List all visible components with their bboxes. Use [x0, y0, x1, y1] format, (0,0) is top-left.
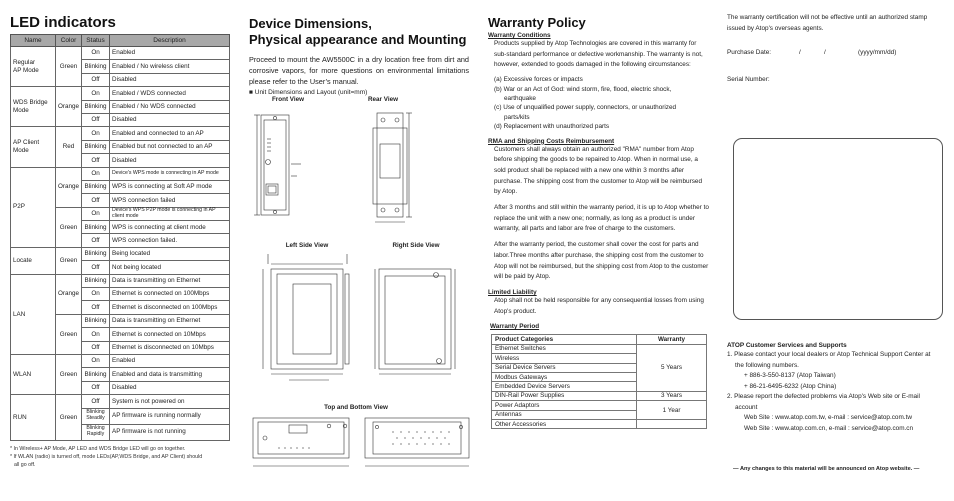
led-status: Off: [82, 113, 110, 126]
led-name-lan: LAN: [11, 274, 56, 354]
led-name-wds: WDS Bridge Mode: [11, 87, 56, 127]
front-view-drawing: [254, 115, 301, 215]
list-item: earthquake: [504, 94, 536, 102]
led-desc: Not being located: [110, 261, 230, 274]
table-row: Power Adaptors: [492, 401, 637, 410]
led-desc: Data is transmitting on Ethernet: [110, 274, 230, 287]
purchase-date-row: [727, 48, 947, 59]
led-desc: Ethernet is disconnected on 100Mbps: [110, 301, 230, 314]
led-color: Green: [56, 314, 82, 354]
led-status: Blinking: [82, 247, 110, 260]
led-name-locate: Locate: [11, 247, 56, 274]
led-status: Blinking: [82, 314, 110, 327]
warranty-header-category: Product Categories: [492, 335, 637, 344]
support-web-china: Web Site : www.atop.com.cn, e-mail : service@atop.com.cn: [744, 424, 914, 432]
device-intro: Proceed to mount the AW5500C in a dry location free from dirt and corrosive vapors, for more questions on environmental limitations please refer to the User’s manual.: [249, 55, 469, 86]
led-desc: Data is transmitting on Ethernet: [110, 314, 230, 327]
led-name-p2p: P2P: [11, 167, 56, 247]
led-note: * If WLAN (radio) is turned off, mode LEDs(AP,WDS Bridge, and AP Client) should: [10, 453, 203, 460]
support-item-1-cont: the following numbers.: [735, 361, 799, 369]
limited-liability-title: Limited Liability: [488, 288, 537, 296]
date-separator: /: [824, 49, 826, 56]
warranty-3-years: 3 Years: [637, 391, 707, 400]
led-name-apclient: AP Client Mode: [11, 127, 56, 167]
led-status: On: [82, 207, 110, 220]
empty-cell: [637, 419, 707, 428]
led-status: On: [82, 87, 110, 100]
dimensions-bullet: [249, 89, 469, 96]
led-desc: System is not powered on: [110, 395, 230, 408]
rma-text-1: Customers shall always obtain an authorized "RMA" number from Atop before shipping the goods to be repaired to Atop. When in normal use, a sold product shall be replaced with a new one within 3 months after purchase. The shipping cost from the customer to Atop will be reimbursed by Atop.: [494, 145, 703, 196]
warranty-1-year: 1 Year: [637, 401, 707, 420]
limited-liability-text: Atop shall not be held responsible for any consequential losses from using Atop's product.: [494, 296, 704, 315]
led-status: Blinking: [82, 368, 110, 381]
support-item-2: 2. Please report the defected problems via Atop's Web site or E-mail: [727, 393, 920, 400]
led-color: Green: [56, 247, 82, 274]
right-side-view-drawing: [375, 269, 455, 374]
vent-holes: [278, 431, 449, 448]
led-desc: Enabled and connected to an AP: [110, 127, 230, 140]
led-desc: WPS is connecting at Soft AP mode: [110, 180, 230, 193]
list-item: (d) Replacement with unauthorized parts: [494, 123, 610, 131]
led-status: Off: [82, 261, 110, 274]
serial-number-label: Serial Number:: [727, 76, 770, 83]
stamp-box: [733, 138, 943, 320]
led-color: Green: [56, 207, 82, 247]
table-row: Wireless: [492, 354, 637, 363]
table-row: Serial Device Servers: [492, 363, 637, 372]
list-item: (b) War or an Act of God: wind storm, fire, flood, electric shock,: [494, 85, 672, 93]
certification-note: The warranty certification will not be effective until an authorized stamp issued by Atop's overseas agents.: [727, 14, 928, 32]
led-desc: Enabled / No wireless client: [110, 60, 230, 73]
device-column: [249, 0, 469, 96]
rma-text-3: After the warranty period, the customer shall cover the cost for parts and labor.Three months after purchase, the shipping cost from the customer to Atop will not be reimbursed, but the shipping cost from Atop to the customer will be paid by Atop.: [494, 241, 709, 281]
led-desc: Being located: [110, 247, 230, 260]
led-color: Green: [56, 47, 82, 87]
warranty-5-years: 5 Years: [637, 344, 707, 391]
led-desc: Enabled but not connected to an AP: [110, 140, 230, 153]
led-color: Green: [56, 354, 82, 394]
led-desc: AP firmware is running normally: [110, 408, 230, 424]
led-header-status: Status: [82, 35, 110, 47]
table-row: Antennas: [492, 410, 637, 419]
support-web-taiwan: Web Site : www.atop.com.tw, e-mail : service@atop.com.tw: [744, 414, 912, 421]
list-item: (c) Use of unqualified power supply, connectors, or unauthorized: [494, 104, 677, 112]
support-phone-taiwan: + 886-3-550-8137 (Atop Taiwan): [744, 372, 836, 379]
led-status: Off: [82, 154, 110, 167]
led-status: On: [82, 354, 110, 367]
purchase-date-label: Purchase Date:: [727, 49, 772, 56]
led-desc: AP firmware is not running: [110, 424, 230, 440]
warranty-header-period: Warranty: [637, 335, 707, 344]
led-status: On: [82, 328, 110, 341]
front-view-label: Front View: [271, 96, 305, 103]
led-desc: Disabled: [110, 381, 230, 394]
led-color: Red: [56, 127, 82, 167]
footer-note: — Any changes to this material will be announced on Atop website. —: [733, 466, 920, 472]
led-table: [10, 34, 230, 441]
dimension-drawings: [249, 104, 471, 474]
led-name-wlan: WLAN: [11, 354, 56, 394]
table-row: Ethernet Switches: [492, 344, 637, 353]
rear-view-label: Rear View: [368, 96, 398, 103]
led-status: Blinking Rapidly: [82, 424, 110, 440]
led-color: Orange: [56, 167, 82, 207]
list-item: (a) Excessive forces or impacts: [494, 76, 583, 84]
bottom-view-drawing: [365, 418, 469, 466]
led-status: Off: [82, 395, 110, 408]
warranty-period-table: [491, 334, 707, 429]
led-desc: Device's WPS mode is connecting in AP mode: [110, 167, 230, 180]
support-phone-china: + 86-21-6495-6232 (Atop China): [744, 382, 837, 390]
led-status: Blinking: [82, 274, 110, 287]
led-desc: Enabled: [110, 354, 230, 367]
led-status: Blinking: [82, 140, 110, 153]
led-status: Off: [82, 234, 110, 247]
led-desc: Ethernet is connected on 100Mbps: [110, 288, 230, 301]
device-title-2: Physical appearance and Mounting: [249, 32, 467, 47]
left-side-view-drawing: [263, 254, 349, 380]
dimensions-bullet-text: Unit Dimensions and Layout (unit=mm): [254, 89, 368, 96]
led-name-ap: Regular AP Mode: [11, 47, 56, 87]
led-color: Orange: [56, 87, 82, 127]
warranty-exclusions-list: [488, 75, 710, 131]
led-desc: Enabled: [110, 47, 230, 60]
date-separator: /: [799, 49, 801, 56]
warranty-title: Warranty Policy: [488, 15, 586, 30]
led-desc: Disabled: [110, 73, 230, 86]
led-desc: WPS connection failed: [110, 194, 230, 207]
led-title: LED indicators: [10, 14, 116, 31]
top-bottom-view-label: Top and Bottom View: [324, 404, 388, 411]
led-column: [10, 0, 230, 469]
led-status: On: [82, 47, 110, 60]
led-header-description: Description: [110, 35, 230, 47]
led-status: Blinking: [82, 221, 110, 234]
led-status: Off: [82, 301, 110, 314]
led-desc: WPS connection failed.: [110, 234, 230, 247]
table-row: Embedded Device Servers: [492, 382, 637, 391]
rear-view-drawing: [373, 113, 412, 222]
warranty-period-title: Warranty Period: [490, 323, 540, 331]
info-column: [727, 0, 947, 86]
led-desc: WPS is connecting at client mode: [110, 221, 230, 234]
device-title-1: Device Dimensions,: [249, 16, 372, 31]
led-desc: Enabled / No WDS connected: [110, 100, 230, 113]
top-view-drawing: [253, 418, 349, 466]
square-bullet-icon: ■: [249, 89, 253, 96]
led-status: Blinking: [82, 100, 110, 113]
list-item: parts/kits: [504, 113, 530, 121]
rma-title: RMA and Shipping Costs Reimbursement: [488, 137, 615, 145]
support-item-2-cont: account: [735, 403, 758, 411]
table-row: Modbus Gateways: [492, 372, 637, 381]
left-side-view-label: Left Side View: [285, 242, 329, 249]
led-status: Blinking Steadily: [82, 408, 110, 424]
table-row: Other Accessories: [492, 419, 637, 428]
led-desc: Enabled and data is transmitting: [110, 368, 230, 381]
led-note: all go off.: [14, 461, 36, 468]
led-status: Off: [82, 194, 110, 207]
warranty-conditions-title: Warranty Conditions: [488, 32, 551, 39]
led-status: Off: [82, 381, 110, 394]
led-status: On: [82, 167, 110, 180]
led-status: Blinking: [82, 60, 110, 73]
right-side-view-label: Right Side View: [392, 242, 440, 249]
warranty-column: [488, 0, 710, 429]
warranty-conditions-text: Products supplied by Atop Technologies are covered in this warranty for sub-standard performance or defective workmanship. The warranty is not, however, extended to goods damaged in the following circumstances:: [494, 40, 703, 69]
led-status: On: [82, 288, 110, 301]
support-title: ATOP Customer Services and Supports: [727, 342, 847, 349]
rma-text-2: After 3 months and still within the warranty period, it is up to Atop whether to replace the unit with a new one; normally, as long as a product is under warranty, all parts and labor are free of charge to the customers.: [494, 204, 709, 233]
led-note: * In Wireless+ AP Mode, AP LED and WDS Bridge LED will go on together.: [10, 445, 186, 452]
led-desc: Disabled: [110, 154, 230, 167]
led-desc: Enabled / WDS connected: [110, 87, 230, 100]
led-header-name: Name: [11, 35, 56, 47]
led-status: Off: [82, 341, 110, 354]
support-section: [727, 342, 949, 434]
led-desc: Disabled: [110, 113, 230, 126]
led-status: Off: [82, 73, 110, 86]
led-desc: Ethernet is disconnected on 10Mbps: [110, 341, 230, 354]
led-status: On: [82, 127, 110, 140]
table-row: DIN-Rail Power Supplies: [492, 391, 637, 400]
led-header-color: Color: [56, 35, 82, 47]
led-desc: Device's WPS P2P mode is connecting in AP client mode: [110, 207, 230, 220]
led-name-run: RUN: [11, 395, 56, 440]
support-item-1: 1. Please contact your local dealers or Atop Technical Support Center at: [727, 351, 931, 358]
led-color: Green: [56, 395, 82, 440]
led-notes: [10, 445, 230, 469]
led-color: Orange: [56, 274, 82, 314]
led-table-body: [11, 47, 230, 441]
led-status: Blinking: [82, 180, 110, 193]
date-format-hint: (yyyy/mm/dd): [858, 49, 897, 56]
led-desc: Ethernet is connected on 10Mbps: [110, 328, 230, 341]
